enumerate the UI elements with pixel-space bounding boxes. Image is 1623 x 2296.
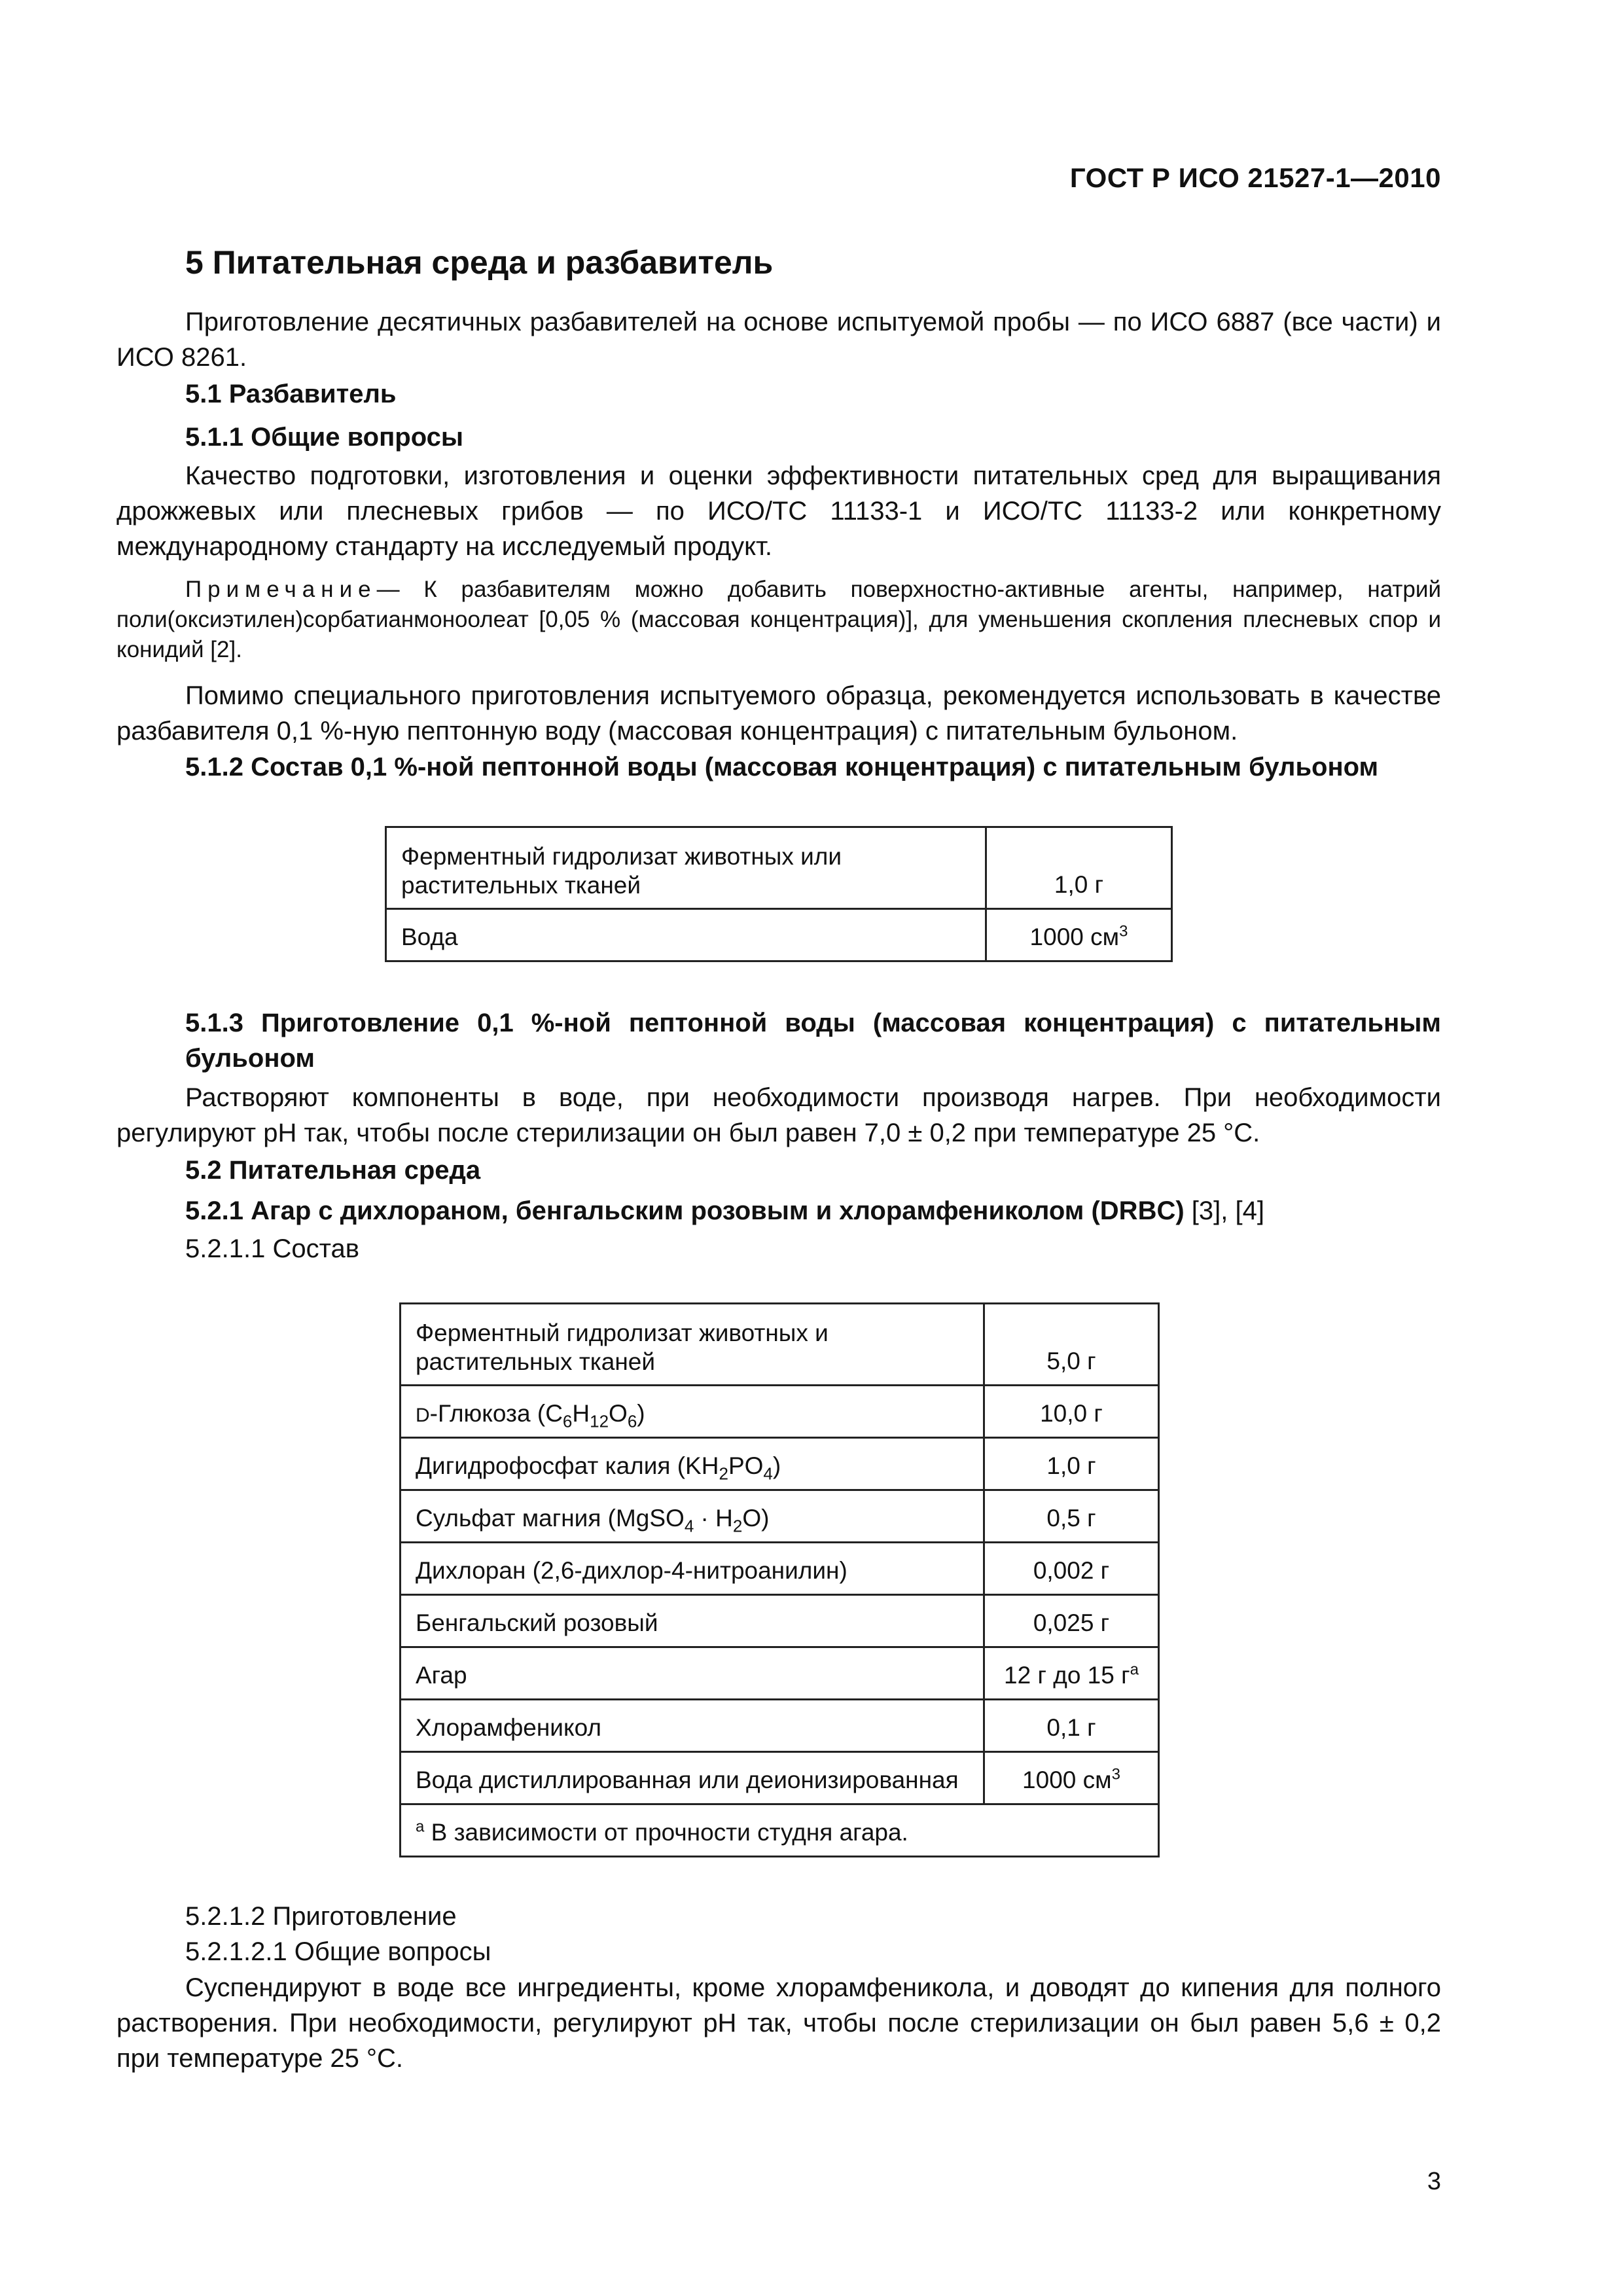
- section-5-intro: Приготовление десятичных разбавителей на основе испытуемой пробы — по ИСО 6887 (все части) и ИСО 8261.: [116, 308, 1441, 372]
- section-5-1-1-title: 5.1.1 Общие вопросы: [185, 423, 463, 452]
- ingredient-name: Сульфат магния (MgSO$_4$ · $H_2O$): [401, 1490, 984, 1543]
- section-5-1-1-text: Качество подготовки, изготовления и оценки эффективности питательных сред для выращивания дрожжевых или плесневых грибов — по ИСО/ТС 11133-1 и ИСО/ТС 11133-2 или конкретному международному стандарту на исследуемый продукт.: [116, 461, 1441, 561]
- ingredient-amount: 1,0 г: [984, 1438, 1159, 1490]
- section-5-1-title: 5.1 Разбавитель: [185, 380, 397, 408]
- table-row: [401, 1543, 1159, 1595]
- section-5-2-1-2-title: 5.2.1.2 Приготовление: [185, 1902, 457, 1931]
- ingredient-name: Ферментный гидролизат животных или растительных тканей: [386, 827, 986, 909]
- ingredient-amount: 0,5 г: [984, 1490, 1159, 1543]
- ingredient-amount: 1000 $см^3$: [984, 1752, 1159, 1804]
- table-row: [401, 1647, 1159, 1700]
- ingredient-name: Бенгальский розовый: [401, 1595, 984, 1647]
- page-number: 3: [1427, 2168, 1441, 2195]
- note: [116, 575, 1441, 665]
- ingredient-name: Ферментный гидролизат животных и растительных тканей: [401, 1304, 984, 1386]
- table-row: [401, 1752, 1159, 1804]
- section-5-1-3-title: 5.1.3 Приготовление 0,1 %-ной пептонной воды (массовая концентрация) с питательным бульоном: [185, 1009, 1441, 1073]
- section-5-1-2-title: 5.1.2 Состав 0,1 %-ной пептонной воды (массовая концентрация) с питательным бульоном: [185, 753, 1379, 781]
- section-5-2-1-1-title: 5.2.1.1 Состав: [185, 1234, 359, 1263]
- ingredient-amount: 1000 $см^3$: [986, 909, 1172, 961]
- ingredient-amount: 5,0 г: [984, 1304, 1159, 1386]
- ingredient-amount: 0,025 г: [984, 1595, 1159, 1647]
- ingredient-name: Хлорамфеникол: [401, 1700, 984, 1752]
- ingredient-name: Дихлоран (2,6-дихлор-4-нитроанилин): [401, 1543, 984, 1595]
- section-5-2-1-2-1-title: 5.2.1.2.1 Общие вопросы: [185, 1937, 491, 1966]
- section-5-1-3-text: Растворяют компоненты в воде, при необходимости производя нагрев. При необходимости регулируют pH так, чтобы после стерилизации он был равен 7,0 ± 0,2 при температуре 25 °С.: [116, 1083, 1441, 1147]
- table-footnote-row: [401, 1804, 1159, 1857]
- section-5-title: 5 Питательная среда и разбавитель: [185, 244, 774, 281]
- ingredient-name: Агар: [401, 1647, 984, 1700]
- section-5-2-1-title: 5.2.1 Агар с дихлораном, бенгальским розовым и хлорамфениколом (DRBC) [3], [4]: [185, 1196, 1264, 1225]
- ingredient-amount: 10,0 г: [984, 1386, 1159, 1438]
- table-row: [401, 1304, 1159, 1386]
- peptone-water-composition-table: [385, 826, 1173, 962]
- ingredient-amount: 0,1 г: [984, 1700, 1159, 1752]
- ingredient-name: Дигидрофосфат калия $(KH_2PO_4)$: [401, 1438, 984, 1490]
- ingredient-amount: 12 г до 15 $г^a$: [984, 1647, 1159, 1700]
- document-code: ГОСТ Р ИСО 21527-1—2010: [1069, 162, 1441, 193]
- table-row: [401, 1386, 1159, 1438]
- ingredient-name: D-Глюкоза $(C_6H_{12}O_6)$: [401, 1386, 984, 1438]
- section-5-2-title: 5.2 Питательная среда: [185, 1156, 481, 1185]
- table-row: [401, 1700, 1159, 1752]
- table-row: [401, 1438, 1159, 1490]
- table-row: [386, 909, 1172, 961]
- table-footnote: $^a$ В зависимости от прочности студня агара.: [401, 1804, 1159, 1857]
- ingredient-name: Вода: [386, 909, 986, 961]
- ingredient-name: Вода дистиллированная или деионизированная: [401, 1752, 984, 1804]
- table-row: [401, 1490, 1159, 1543]
- table-row: [401, 1595, 1159, 1647]
- section-5-1-1-text-2: Помимо специального приготовления испытуемого образца, рекомендуется использовать в качестве разбавителя 0,1 %-ную пептонную воду (массовая концентрация) с питательным бульоном.: [116, 681, 1441, 745]
- drbc-composition-table: [399, 1302, 1160, 1857]
- section-5-2-1-2-1-text: Суспендируют в воде все ингредиенты, кроме хлорамфеникола, и доводят до кипения для полного растворения. При необходимости, регулируют pH так, чтобы после стерилизации он был равен 5,6 ± 0,2 при температуре 25 °С.: [116, 1973, 1441, 2073]
- table-row: [386, 827, 1172, 909]
- note-text: — К разбавителям можно добавить поверхностно-активные агенты, например, натрий поли(оксиэтилен)сорбатианмоноолеат [0,05 % (массовая концентрация)], для уменьшения скопления плесневых спор и конидий [2].: [116, 577, 1441, 662]
- ingredient-amount: 1,0 г: [986, 827, 1172, 909]
- note-label: Примечание: [185, 577, 377, 602]
- ingredient-amount: 0,002 г: [984, 1543, 1159, 1595]
